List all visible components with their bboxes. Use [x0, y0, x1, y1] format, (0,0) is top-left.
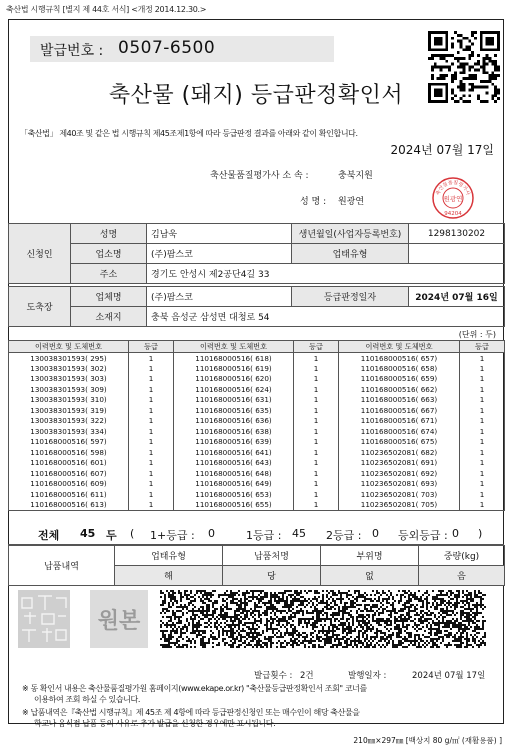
- lot-id: 110236502081( 682): [339, 447, 460, 458]
- applicant-address: 경기도 안성시 제2공단4길 33: [147, 264, 505, 284]
- lot-id: 110168000516( 598): [9, 447, 129, 458]
- lot-grade: 1: [294, 395, 339, 406]
- issue-count-label: 발급횟수 :: [254, 671, 293, 681]
- lot-row: [9, 395, 505, 406]
- lot-grade: 1: [129, 468, 174, 479]
- lot-id: 110168000516( 636): [174, 416, 294, 427]
- lot-grade: 1: [129, 500, 174, 511]
- slaughterhouse-table: [8, 286, 505, 327]
- lot-id: 130038301593( 322): [9, 416, 129, 427]
- delivery-value-2: 당: [223, 566, 321, 586]
- delivery-table: [8, 545, 505, 586]
- grader-org: 충북지원: [338, 171, 373, 181]
- lot-grade: 1: [460, 353, 505, 364]
- lot-row: [9, 458, 505, 469]
- lot-id: 110168000516( 601): [9, 458, 129, 469]
- grading-date: 2024년 07월 16일: [409, 287, 505, 307]
- lot-id: 110168000516( 655): [174, 500, 294, 511]
- lot-grade: 1: [129, 374, 174, 385]
- lot-id: 130038301593( 310): [9, 395, 129, 406]
- lot-row: [9, 374, 505, 385]
- lot-id: 110168000516( 618): [174, 353, 294, 364]
- grader-seal: [431, 176, 475, 220]
- applicant-name: 김남욱: [147, 224, 292, 244]
- summary-grade-2: 0: [372, 527, 379, 540]
- summary-grade-1plus-label: 1+등급 :: [150, 529, 195, 542]
- seal-top-text: 축산물품질평가사: [435, 179, 471, 197]
- summary-grade-1plus: 0: [208, 527, 215, 540]
- lot-grade: 1: [294, 384, 339, 395]
- lot-grade: 1: [129, 395, 174, 406]
- lot-grade: 1: [460, 363, 505, 374]
- lot-id: 110168000516( 657): [339, 353, 460, 364]
- original-stamp-text: 원본: [97, 609, 141, 634]
- slaughterhouse-company-label: 업체명: [71, 287, 147, 307]
- issue-number: 0507-6500: [118, 38, 216, 58]
- lot-id: 110168000516( 619): [174, 363, 294, 374]
- lot-id: 110168000516( 639): [174, 437, 294, 448]
- document-title: 축산물 (돼지) 등급판정확인서: [108, 83, 404, 108]
- grade-summary: [8, 523, 504, 545]
- lot-id: 110168000516( 635): [174, 405, 294, 416]
- lot-grade: 1: [294, 405, 339, 416]
- lot-id: 110168000516( 671): [339, 416, 460, 427]
- lot-id: 110236502081( 693): [339, 479, 460, 490]
- lot-id: 110168000516( 648): [174, 468, 294, 479]
- lot-grade: 1: [129, 458, 174, 469]
- lot-id: 110168000516( 641): [174, 447, 294, 458]
- delivery-header-biz-type: 업태유형: [115, 546, 223, 566]
- delivery-value-1: 해: [115, 566, 223, 586]
- lot-row: [9, 489, 505, 500]
- summary-grade-1-label: 1등급 :: [246, 529, 282, 542]
- lot-id: 110168000516( 653): [174, 489, 294, 500]
- summary-out: 0: [452, 527, 459, 540]
- lot-id: 110236502081( 691): [339, 458, 460, 469]
- delivery-header-part: 부위명: [321, 546, 419, 566]
- lot-grade: 1: [460, 395, 505, 406]
- grading-date-label: 등급판정일자: [292, 287, 409, 307]
- lot-grade: 1: [129, 363, 174, 374]
- applicant-biz-type-label: 업태유형: [292, 244, 409, 264]
- lot-grade: 1: [294, 489, 339, 500]
- paper-spec: 210㎜×297㎜ [백상지 80 g/㎡ (재활용품) ]: [353, 736, 502, 745]
- lot-grade: 1: [294, 374, 339, 385]
- lot-grade: 1: [294, 353, 339, 364]
- lot-id: 130038301593( 334): [9, 426, 129, 437]
- applicant-id-label: 생년월일(사업자등록번호): [292, 224, 409, 244]
- lot-id: 110168000516( 607): [9, 468, 129, 479]
- applicant-biz-type: [409, 244, 505, 264]
- lot-row: [9, 447, 505, 458]
- delivery-label: 납품내역: [9, 546, 115, 586]
- lot-id: 130038301593( 302): [9, 363, 129, 374]
- lot-grade: 1: [460, 500, 505, 511]
- lot-grade: 1: [294, 479, 339, 490]
- lot-header-grade-1: 등급: [129, 341, 174, 353]
- lot-header-grade-3: 등급: [460, 341, 505, 353]
- lot-row: [9, 416, 505, 427]
- applicant-id: 1298130202: [409, 224, 505, 244]
- form-header: 축산법 시행규칙 [별지 제 44호 서식] <개정 2014.12.30.>: [6, 5, 207, 14]
- issue-number-label: 발급번호 :: [40, 43, 104, 59]
- lot-id: 110168000516( 667): [339, 405, 460, 416]
- original-stamp: [90, 590, 148, 648]
- lot-id: 110168000516( 611): [9, 489, 129, 500]
- lot-id: 110168000516( 662): [339, 384, 460, 395]
- applicant-name-label: 성명: [71, 224, 147, 244]
- lot-row: [9, 405, 505, 416]
- note-2: 이용하여 조회 하실 수 있습니다.: [34, 695, 140, 704]
- lot-id: 110236502081( 705): [339, 500, 460, 511]
- lot-grade: 1: [460, 426, 505, 437]
- summary-open-paren: (: [130, 527, 135, 540]
- delivery-header-recipient: 납품처명: [223, 546, 321, 566]
- grader-org-label: 축산물품질평가사 소 속 :: [210, 171, 309, 181]
- lot-grade: 1: [129, 479, 174, 490]
- original-watermark-pattern: [18, 590, 70, 648]
- lot-id: 110168000516( 658): [339, 363, 460, 374]
- lot-id: 110168000516( 597): [9, 437, 129, 448]
- lot-row: [9, 353, 505, 364]
- lot-row: [9, 468, 505, 479]
- lot-grade: 1: [294, 447, 339, 458]
- summary-grade-1: 45: [292, 527, 306, 540]
- lot-grade: 1: [294, 437, 339, 448]
- slaughterhouse-company: (주)팜스코: [147, 287, 292, 307]
- lot-grade: 1: [129, 426, 174, 437]
- lot-id: 110168000516( 649): [174, 479, 294, 490]
- seal-center-text: 원광연: [443, 195, 463, 203]
- lot-id: 110168000516( 663): [339, 395, 460, 406]
- publish-date: 2024년 07월 17일: [412, 671, 486, 681]
- delivery-value-4: 음: [419, 566, 505, 586]
- lot-header-grade-2: 등급: [294, 341, 339, 353]
- lot-id: 130038301593( 319): [9, 405, 129, 416]
- lot-grade: 1: [129, 416, 174, 427]
- lot-grade: 1: [460, 489, 505, 500]
- lot-id: 110168000516( 674): [339, 426, 460, 437]
- summary-grade-2-label: 2등급 :: [326, 529, 362, 542]
- lot-grade: 1: [294, 500, 339, 511]
- lot-id: 110168000516( 638): [174, 426, 294, 437]
- lot-id: 110236502081( 692): [339, 468, 460, 479]
- lot-id: 110168000516( 643): [174, 458, 294, 469]
- lot-grade: 1: [460, 479, 505, 490]
- slaughterhouse-location-label: 소재지: [71, 307, 147, 327]
- lot-id: 110168000516( 613): [9, 500, 129, 511]
- lot-row: [9, 437, 505, 448]
- publish-date-label: 발행일자 :: [348, 671, 387, 681]
- seal-number: 94204: [444, 211, 462, 217]
- note-3: ※ 납품내역은『축산법 시행규칙』제 45조 제 4항에 따라 등급판정신청인 또는 매수인이 해당 축산물을: [22, 708, 360, 717]
- note-4: 학교나 음식점 납품 등의 사유로 추가 발급을 신청한 경우에만 표시됩니다.: [34, 719, 276, 728]
- lot-id: 110168000516( 631): [174, 395, 294, 406]
- lot-id: 130038301593( 295): [9, 353, 129, 364]
- grader-name-label: 성 명 :: [300, 197, 327, 207]
- applicant-company: (주)팜스코: [147, 244, 292, 264]
- lot-grade: 1: [460, 447, 505, 458]
- lot-grade: 1: [294, 363, 339, 374]
- applicant-table: [8, 223, 505, 284]
- lot-grade: 1: [294, 426, 339, 437]
- lot-id: 110168000516( 659): [339, 374, 460, 385]
- applicant-address-label: 주소: [71, 264, 147, 284]
- lot-grade: 1: [129, 437, 174, 448]
- lot-row: [9, 384, 505, 395]
- lot-table: [8, 340, 505, 511]
- lot-grade: 1: [460, 405, 505, 416]
- lot-id: 130038301593( 309): [9, 384, 129, 395]
- document-2d-barcode: [160, 590, 486, 648]
- grader-name: 원광연: [338, 197, 365, 207]
- issue-date: 2024년 07월 17일: [390, 143, 494, 157]
- lot-grade: 1: [460, 468, 505, 479]
- lot-grade: 1: [129, 384, 174, 395]
- applicant-company-label: 업소명: [71, 244, 147, 264]
- confirmation-statement: 「축산법」 제40조 및 같은 법 시행규칙 제45조제1항에 따라 등급판정 결과를 아래와 같이 확인합니다.: [20, 129, 358, 138]
- lot-grade: 1: [129, 405, 174, 416]
- lot-id: 110168000516( 620): [174, 374, 294, 385]
- lot-grade: 1: [294, 416, 339, 427]
- slaughterhouse-section-label: 도축장: [9, 287, 71, 327]
- lot-header-id-3: 이력번호 및 도체번호: [339, 341, 460, 353]
- summary-out-label: 등외등급 :: [398, 529, 448, 542]
- lot-grade: 1: [294, 458, 339, 469]
- lot-header-id-2: 이력번호 및 도체번호: [174, 341, 294, 353]
- delivery-header-weight: 중량(kg): [419, 546, 505, 566]
- lot-id: 130038301593( 303): [9, 374, 129, 385]
- lot-grade: 1: [460, 416, 505, 427]
- delivery-value-3: 없: [321, 566, 419, 586]
- summary-total-label: 전체: [38, 529, 60, 542]
- lot-grade: 1: [129, 489, 174, 500]
- summary-close-paren: ): [478, 527, 483, 540]
- lot-unit: (단위 : 두): [458, 330, 496, 339]
- lot-grade: 1: [460, 384, 505, 395]
- lot-row: [9, 479, 505, 490]
- lot-id: 110168000516( 624): [174, 384, 294, 395]
- lot-grade: 1: [460, 374, 505, 385]
- lot-grade: 1: [460, 437, 505, 448]
- lot-row: [9, 426, 505, 437]
- applicant-section-label: 신청인: [9, 224, 71, 284]
- lot-id: 110168000516( 675): [339, 437, 460, 448]
- lot-grade: 1: [294, 468, 339, 479]
- lot-id: 110236502081( 703): [339, 489, 460, 500]
- lot-grade: 1: [129, 447, 174, 458]
- note-1: ※ 동 확인서 내용은 축산물품질평가원 홈페이지(www.ekape.or.kr) "축산물등급판정확인서 조회" 코너를: [22, 684, 367, 693]
- lot-id: 110168000516( 609): [9, 479, 129, 490]
- summary-total: 45: [80, 527, 96, 540]
- slaughterhouse-location: 충북 음성군 삼성면 대청로 54: [147, 307, 505, 327]
- lot-grade: 1: [129, 353, 174, 364]
- lot-grade: 1: [460, 458, 505, 469]
- summary-head-unit: 두: [106, 529, 117, 542]
- lot-header-id-1: 이력번호 및 도체번호: [9, 341, 129, 353]
- lot-row: [9, 500, 505, 511]
- lot-row: [9, 363, 505, 374]
- issue-count: 2건: [300, 671, 314, 681]
